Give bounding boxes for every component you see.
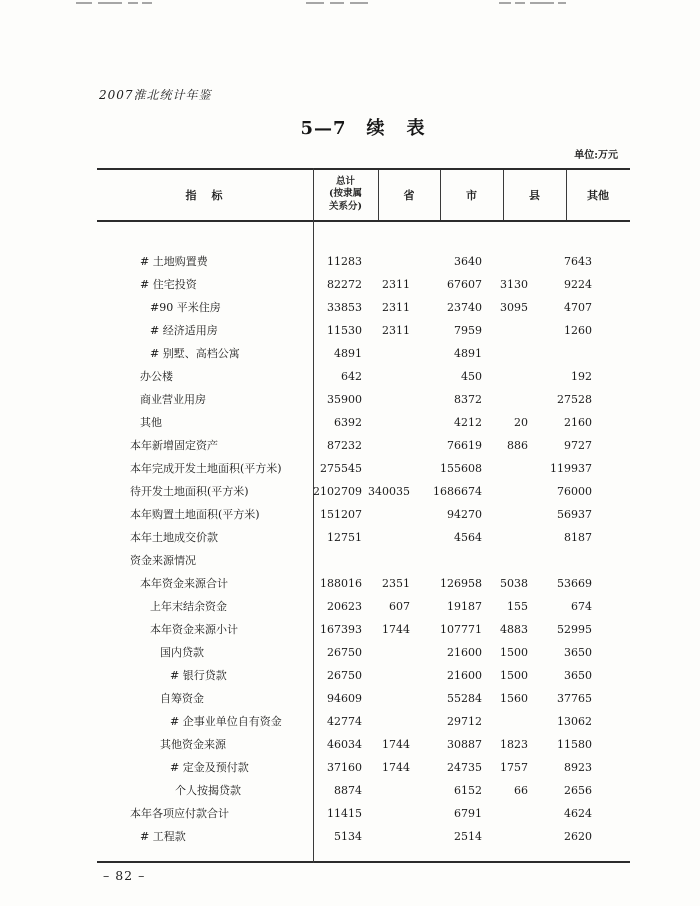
cell-total xyxy=(313,549,362,572)
table-row xyxy=(97,595,630,618)
row-label: 国内贷款 xyxy=(160,646,204,659)
row-label: #90 平米住房 xyxy=(150,301,221,314)
cell-city: 155608 xyxy=(440,462,482,475)
cell-province xyxy=(362,549,410,572)
cell-province: 2311 xyxy=(382,301,410,314)
cell-other: 56937 xyxy=(557,508,592,521)
cell-county: 4883 xyxy=(500,623,528,636)
row-label: 自筹资金 xyxy=(160,692,204,705)
cell-total: 167393 xyxy=(320,623,362,636)
table-title-text: 续 表 xyxy=(366,118,427,139)
cell-county xyxy=(482,802,528,825)
cell-total: 2102709 xyxy=(313,485,362,498)
table-bottom-rule xyxy=(97,861,630,863)
cell-city: 94270 xyxy=(447,508,482,521)
cell-county: 1757 xyxy=(500,761,528,774)
cell-other: 8187 xyxy=(564,531,592,544)
cell-total: 11415 xyxy=(327,807,362,820)
table-row xyxy=(97,503,630,526)
cell-other: 2160 xyxy=(564,416,592,429)
cell-province xyxy=(362,641,410,664)
cell-total: 8874 xyxy=(334,784,362,797)
table-row xyxy=(97,618,630,641)
cell-county: 1500 xyxy=(500,669,528,682)
cell-city: 450 xyxy=(461,370,482,383)
cell-province: 340035 xyxy=(368,485,410,498)
cell-city: 126958 xyxy=(440,577,482,590)
cell-total: 42774 xyxy=(327,715,362,728)
cell-total: 33853 xyxy=(327,301,362,314)
cell-other: 192 xyxy=(571,370,592,383)
cell-other: 4624 xyxy=(564,807,592,820)
column-header-other: 其他 xyxy=(587,188,609,202)
cell-province: 2351 xyxy=(382,577,410,590)
cell-total: 4891 xyxy=(334,347,362,360)
table-row xyxy=(97,641,630,664)
row-label: # 企事业单位自有资金 xyxy=(170,715,282,728)
unit-label: 单位:万元 xyxy=(574,150,618,161)
row-label: 个人按揭贷款 xyxy=(175,784,241,797)
cell-province xyxy=(362,250,410,273)
column-header-total xyxy=(313,169,378,220)
table-row xyxy=(97,526,630,549)
cell-county: 20 xyxy=(514,416,528,429)
cell-other: 674 xyxy=(571,600,592,613)
cell-city: 4212 xyxy=(454,416,482,429)
cell-county xyxy=(482,319,528,342)
table-row xyxy=(97,457,630,480)
cell-province xyxy=(362,825,410,848)
row-label: # 工程款 xyxy=(140,830,186,843)
table-row xyxy=(97,342,630,365)
cell-county: 3130 xyxy=(500,278,528,291)
row-label: 本年购置土地面积(平方米) xyxy=(130,508,260,521)
row-label: 办公楼 xyxy=(140,370,173,383)
cell-other xyxy=(528,342,592,365)
cell-total: 5134 xyxy=(334,830,362,843)
cell-total: 188016 xyxy=(320,577,362,590)
cell-province xyxy=(362,342,410,365)
row-label: 上年末结余资金 xyxy=(150,600,227,613)
column-header-total-line2: (按隶属 xyxy=(329,188,362,200)
cell-province xyxy=(362,664,410,687)
cell-province: 2311 xyxy=(382,324,410,337)
cell-other: 76000 xyxy=(557,485,592,498)
cell-county: 155 xyxy=(507,600,528,613)
column-header-total-line1: 总计 xyxy=(335,175,355,187)
row-label: 其他 xyxy=(140,416,162,429)
table-row xyxy=(97,434,630,457)
cell-other: 37765 xyxy=(557,692,592,705)
table-row xyxy=(97,664,630,687)
row-label: 资金来源情况 xyxy=(130,554,196,567)
table-row xyxy=(97,388,630,411)
table-row xyxy=(97,572,630,595)
cell-province xyxy=(362,411,410,434)
cell-province xyxy=(362,434,410,457)
cell-county xyxy=(482,480,528,503)
cell-province xyxy=(362,388,410,411)
table-row xyxy=(97,802,630,825)
cell-other: 52995 xyxy=(557,623,592,636)
cell-city: 7959 xyxy=(454,324,482,337)
column-header-province: 省 xyxy=(403,188,415,202)
cell-other xyxy=(528,549,592,572)
cell-province xyxy=(362,779,410,802)
cell-city: 2514 xyxy=(454,830,482,843)
cell-province: 2311 xyxy=(382,278,410,291)
table-row xyxy=(97,710,630,733)
cell-city: 30887 xyxy=(447,738,482,751)
cell-other: 9727 xyxy=(564,439,592,452)
table-row xyxy=(97,756,630,779)
cell-county xyxy=(482,710,528,733)
cell-other: 7643 xyxy=(564,255,592,268)
column-header-total-line3: 关系分) xyxy=(329,200,362,212)
cell-total: 151207 xyxy=(320,508,362,521)
cell-total: 6392 xyxy=(334,416,362,429)
cell-city: 107771 xyxy=(440,623,482,636)
cell-other: 13062 xyxy=(557,715,592,728)
cell-county xyxy=(482,457,528,480)
row-label: 本年各项应付款合计 xyxy=(130,807,229,820)
cell-total: 11530 xyxy=(327,324,362,337)
cell-province: 1744 xyxy=(382,738,410,751)
table-body xyxy=(97,250,630,848)
row-label: # 别墅、高档公寓 xyxy=(150,347,240,360)
row-label: 本年完成开发土地面积(平方米) xyxy=(130,462,282,475)
cell-city: 3640 xyxy=(454,255,482,268)
cell-province xyxy=(362,687,410,710)
cell-city: 1686674 xyxy=(433,485,482,498)
cell-other: 11580 xyxy=(557,738,592,751)
row-label: 其他资金来源 xyxy=(160,738,226,751)
cell-other: 27528 xyxy=(557,393,592,406)
cell-total: 12751 xyxy=(327,531,362,544)
cell-other: 1260 xyxy=(564,324,592,337)
cell-total: 35900 xyxy=(327,393,362,406)
cell-city xyxy=(410,549,482,572)
cell-city: 4564 xyxy=(454,531,482,544)
cell-other: 3650 xyxy=(564,669,592,682)
cell-total: 46034 xyxy=(327,738,362,751)
cell-other: 53669 xyxy=(557,577,592,590)
cell-city: 4891 xyxy=(454,347,482,360)
row-label: # 住宅投资 xyxy=(140,278,197,291)
cell-total: 26750 xyxy=(327,669,362,682)
cell-total: 11283 xyxy=(327,255,362,268)
book-title: 2007淮北统计年鉴 xyxy=(99,88,212,102)
cell-total: 87232 xyxy=(327,439,362,452)
table-title xyxy=(97,114,630,140)
cell-county xyxy=(482,388,528,411)
cell-total: 275545 xyxy=(320,462,362,475)
cell-city: 24735 xyxy=(447,761,482,774)
table-row xyxy=(97,273,630,296)
row-label: 本年土地成交价款 xyxy=(130,531,218,544)
cell-city: 21600 xyxy=(447,646,482,659)
cell-county xyxy=(482,503,528,526)
cell-province: 607 xyxy=(389,600,410,613)
cell-county xyxy=(482,250,528,273)
cell-total: 26750 xyxy=(327,646,362,659)
row-label: 本年新增固定资产 xyxy=(130,439,218,452)
cell-county xyxy=(482,549,528,572)
row-label: # 经济适用房 xyxy=(150,324,218,337)
cell-province xyxy=(362,457,410,480)
table-row xyxy=(97,250,630,273)
cell-county xyxy=(482,365,528,388)
cell-county xyxy=(482,342,528,365)
cell-county: 1823 xyxy=(500,738,528,751)
row-label: 本年资金来源合计 xyxy=(140,577,228,590)
cell-other: 2620 xyxy=(564,830,592,843)
row-label: 本年资金来源小计 xyxy=(150,623,238,636)
cell-city: 76619 xyxy=(447,439,482,452)
cell-city: 21600 xyxy=(447,669,482,682)
table-row xyxy=(97,411,630,434)
row-label: # 土地购置费 xyxy=(140,255,208,268)
cell-city: 29712 xyxy=(447,715,482,728)
cell-county: 886 xyxy=(507,439,528,452)
cell-province xyxy=(362,526,410,549)
cell-province xyxy=(362,802,410,825)
table-row xyxy=(97,480,630,503)
cell-county: 1560 xyxy=(500,692,528,705)
cell-county: 5038 xyxy=(500,577,528,590)
cell-other: 119937 xyxy=(550,462,592,475)
table-row xyxy=(97,733,630,756)
cell-city: 6791 xyxy=(454,807,482,820)
cell-other: 2656 xyxy=(564,784,592,797)
cell-total: 94609 xyxy=(327,692,362,705)
cell-other: 8923 xyxy=(564,761,592,774)
column-header-indicator: 指 标 xyxy=(185,188,225,202)
row-label: # 银行贷款 xyxy=(170,669,227,682)
cell-city: 8372 xyxy=(454,393,482,406)
table-row xyxy=(97,296,630,319)
cell-province xyxy=(362,503,410,526)
table-row xyxy=(97,687,630,710)
table-row xyxy=(97,365,630,388)
cell-city: 19187 xyxy=(447,600,482,613)
table-row xyxy=(97,319,630,342)
header-bottom-rule xyxy=(97,220,630,222)
cell-total: 642 xyxy=(341,370,362,383)
cell-other: 4707 xyxy=(564,301,592,314)
cell-province xyxy=(362,710,410,733)
cell-province: 1744 xyxy=(382,623,410,636)
row-label: # 定金及预付款 xyxy=(170,761,249,774)
cell-county xyxy=(482,526,528,549)
page-number: – 82 – xyxy=(103,868,146,883)
cell-total: 37160 xyxy=(327,761,362,774)
cell-city: 55284 xyxy=(447,692,482,705)
cell-city: 6152 xyxy=(454,784,482,797)
cell-county: 66 xyxy=(514,784,528,797)
table-row xyxy=(97,549,630,572)
cell-city: 67607 xyxy=(447,278,482,291)
row-label: 商业营业用房 xyxy=(140,393,206,406)
column-header-county: 县 xyxy=(529,188,540,202)
cell-total: 20623 xyxy=(327,600,362,613)
table-number: 5—7 xyxy=(300,118,347,139)
cell-county: 3095 xyxy=(500,301,528,314)
cell-city: 23740 xyxy=(447,301,482,314)
table-row xyxy=(97,825,630,848)
cell-province: 1744 xyxy=(382,761,410,774)
cell-total: 82272 xyxy=(327,278,362,291)
cell-county: 1500 xyxy=(500,646,528,659)
row-label: 待开发土地面积(平方米) xyxy=(130,485,249,498)
column-header-city: 市 xyxy=(466,188,477,202)
cell-county xyxy=(482,825,528,848)
cell-province xyxy=(362,365,410,388)
cell-other: 3650 xyxy=(564,646,592,659)
table-row xyxy=(97,779,630,802)
cell-other: 9224 xyxy=(564,278,592,291)
